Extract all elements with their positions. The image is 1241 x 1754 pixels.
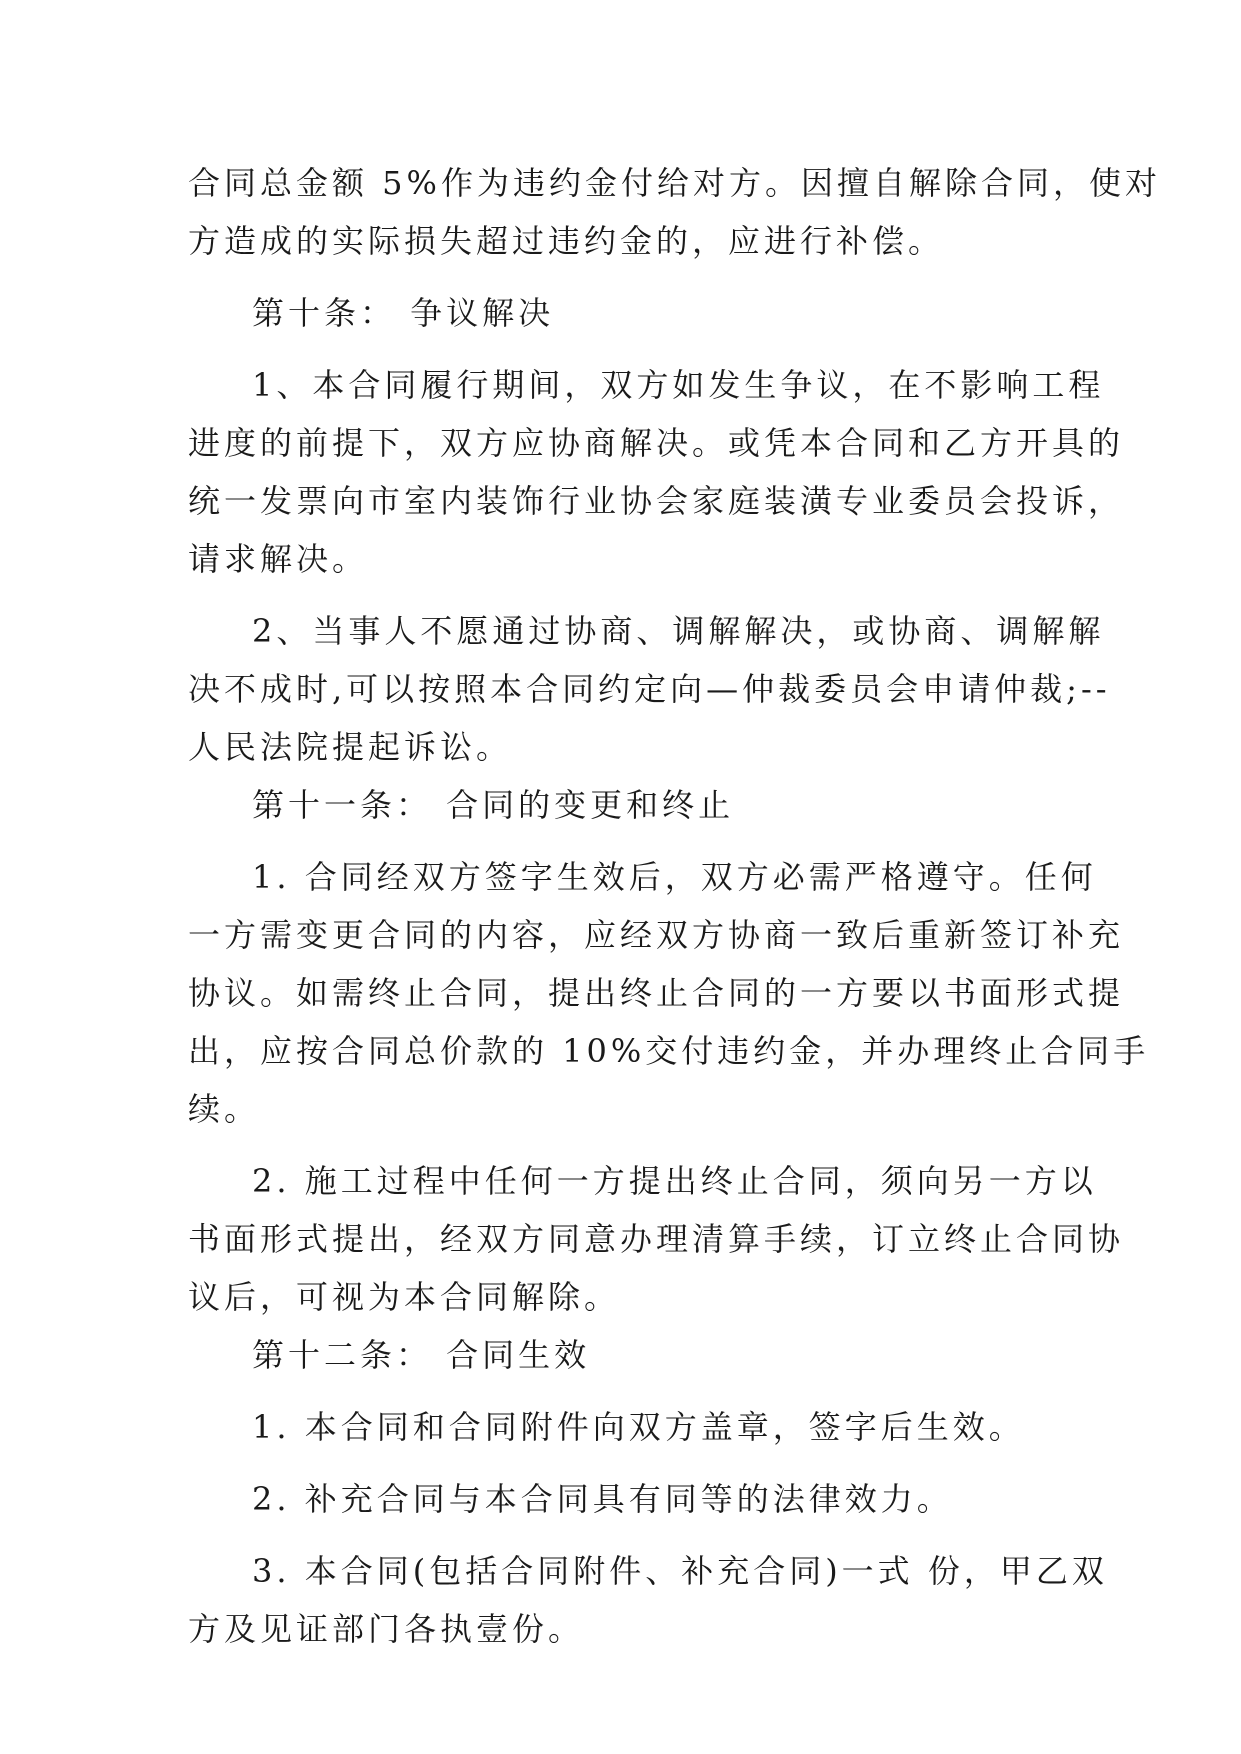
text-line: 人民法院提起诉讼。 — [188, 728, 513, 766]
text-line: 议后，可视为本合同解除。 — [188, 1278, 621, 1316]
text-line: 2. 补充合同与本合同具有同等的法律效力。 — [252, 1480, 953, 1518]
text-line: 1. 本合同和合同附件向双方盖章，签字后生效。 — [252, 1408, 1025, 1446]
text-line: 方及见证部门各执壹份。 — [188, 1610, 585, 1648]
text-line: 2、当事人不愿通过协商、调解解决，或协商、调解解 — [252, 612, 1105, 650]
text-line: 方造成的实际损失超过违约金的，应进行补偿。 — [188, 222, 945, 260]
article-heading: 第十条： 争议解决 — [252, 294, 555, 332]
text-line: 进度的前提下，双方应协商解决。或凭本合同和乙方开具的 — [188, 424, 1125, 462]
text-line: 1、本合同履行期间，双方如发生争议，在不影响工程 — [252, 366, 1105, 404]
article-heading: 第十一条： 合同的变更和终止 — [252, 786, 735, 824]
text-line: 1. 合同经双方签字生效后，双方必需严格遵守。任何 — [252, 858, 1097, 896]
text-line: 请求解决。 — [188, 540, 369, 578]
text-line: 一方需变更合同的内容，应经双方协商一致后重新签订补充 — [188, 916, 1125, 954]
text-line: 决不成时,可以按照本合同约定向—仲裁委员会申请仲裁;-- — [188, 670, 1111, 708]
text-line: 3. 本合同(包括合同附件、补充合同)一式 份，甲乙双 — [252, 1552, 1108, 1590]
text-line: 协议。如需终止合同，提出终止合同的一方要以书面形式提 — [188, 974, 1125, 1012]
text-line: 统一发票向市室内装饰行业协会家庭装潢专业委员会投诉， — [188, 482, 1125, 520]
text-line: 出，应按合同总价款的 10%交付违约金，并办理终止合同手 — [188, 1032, 1150, 1070]
text-line: 2. 施工过程中任何一方提出终止合同，须向另一方以 — [252, 1162, 1097, 1200]
article-heading: 第十二条： 合同生效 — [252, 1336, 591, 1374]
document-body — [188, 154, 1161, 1658]
text-line: 书面形式提出，经双方同意办理清算手续，订立终止合同协 — [188, 1220, 1125, 1258]
text-line: 续。 — [188, 1090, 261, 1128]
text-line: 合同总金额 5%作为违约金付给对方。因擅自解除合同，使对 — [188, 164, 1161, 202]
